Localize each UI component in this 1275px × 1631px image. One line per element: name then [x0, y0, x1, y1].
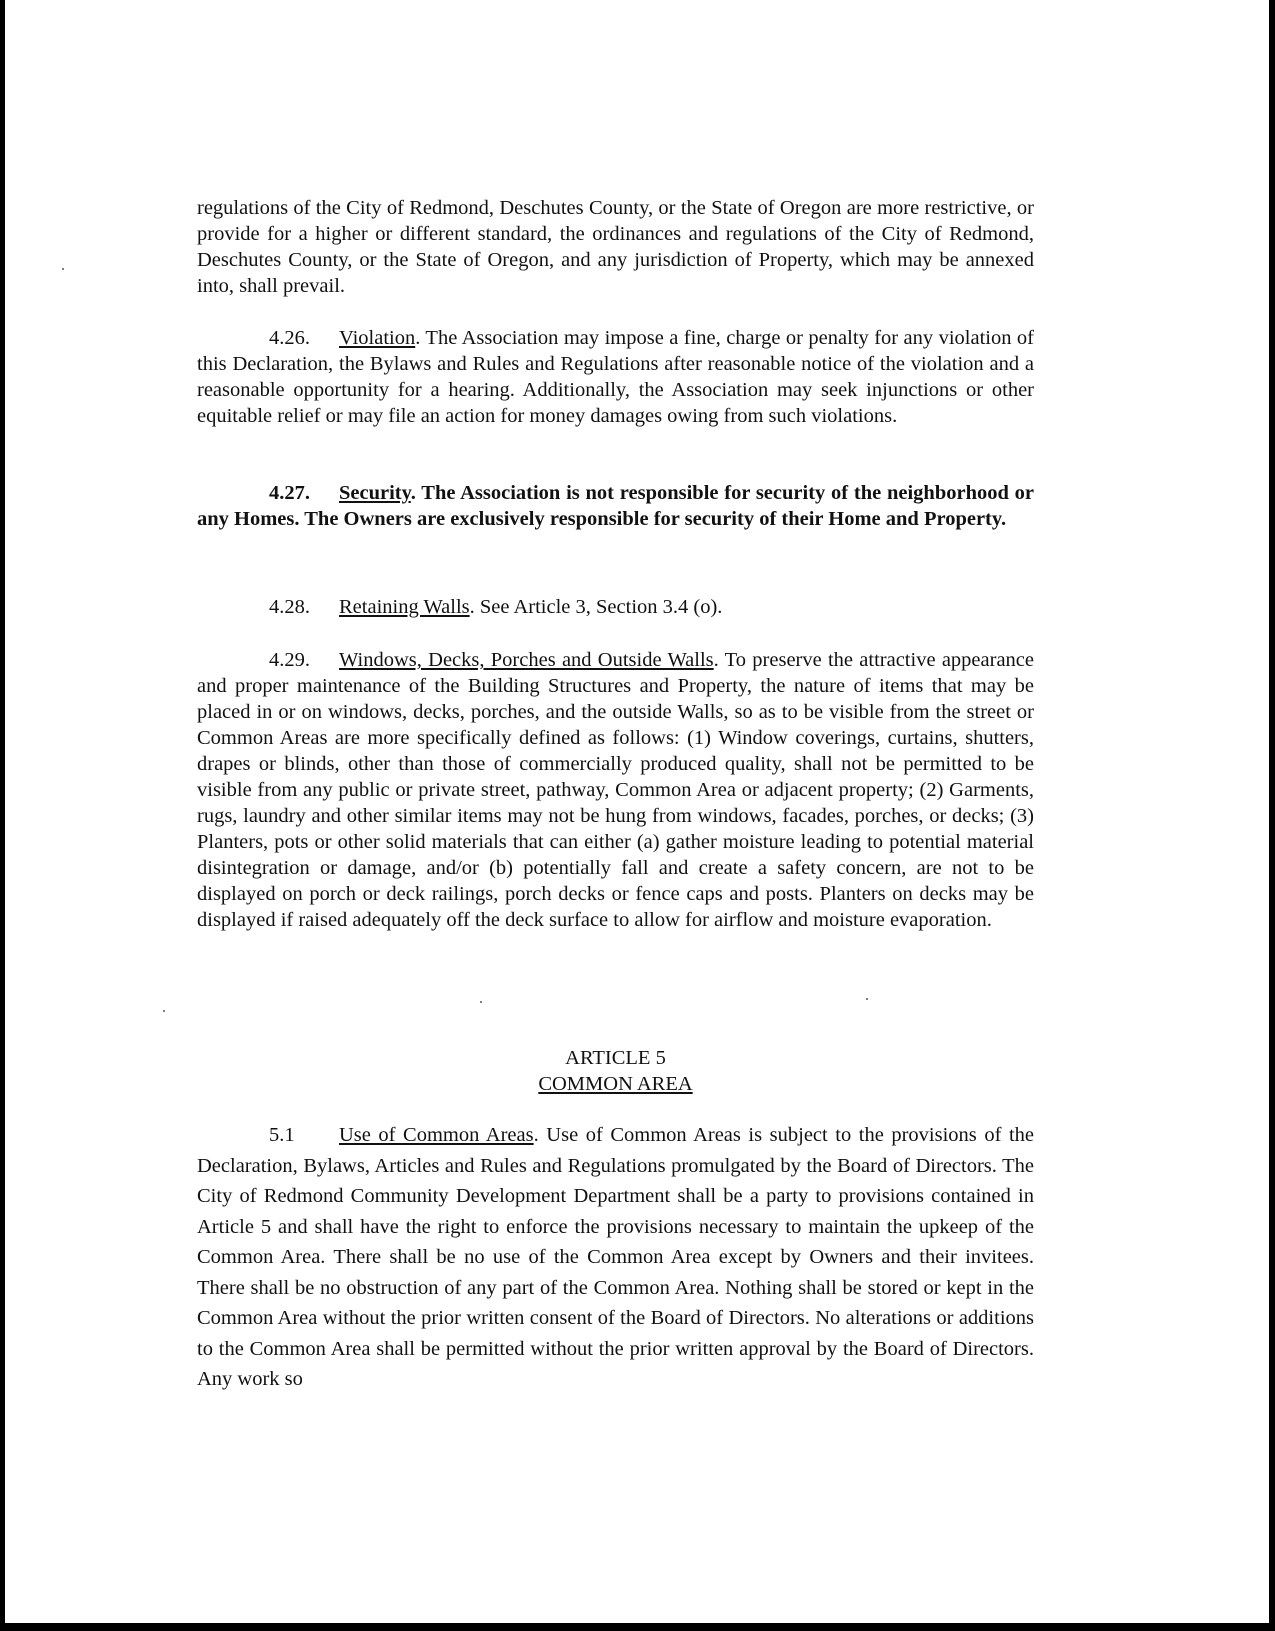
section-number: 4.27.: [269, 482, 310, 504]
section-4-28: [197, 594, 1034, 620]
section-body: . See Article 3, Section 3.4 (o).: [469, 596, 723, 618]
section-number: 4.26.: [269, 327, 310, 349]
section-body: . Use of Common Areas is subject to the provisions of the Declaration, Bylaws, Articles and Rules and Regulations promulgated by the Board of Directors. The City of Redmond Community Development Department shall be a party to provisions contained in Article 5 and shall have the right to enforce the provisions necessary to maintain the upkeep of the Common Area. There shall be no use of the Common Area except by Owners and their invitees. There shall be no obstruction of any part of the Common Area. Nothing shall be stored or kept in the Common Area without the prior written consent of the Board of Directors. No alterations or additions to the Common Area shall be permitted without the prior written approval by the Board of Directors. Any work so: [197, 1124, 1034, 1390]
article-5-heading: [197, 1045, 1034, 1097]
section-heading: Use of Common Areas: [339, 1124, 534, 1146]
intro-text: regulations of the City of Redmond, Deschutes County, or the State of Oregon are more restrictive, or provide for a higher or different standard, the ordinances and regulations of the City of Redmond, Deschutes County, or the State of Oregon, and any jurisdiction of Property, which may be annexed into, shall prevail.: [197, 197, 1034, 297]
section-heading: Security: [339, 482, 411, 504]
section-heading: Windows, Decks, Porches and Outside Walls: [339, 649, 714, 671]
section-number: 4.28.: [269, 596, 310, 618]
section-number: 5.1: [269, 1124, 295, 1146]
intro-paragraph: [197, 195, 1034, 299]
section-body: . The Association may impose a fine, charge or penalty for any violation of this Declaration, the Bylaws and Rules and Regulations after reasonable notice of the violation and a reasonable opportunity for a hearing. Additionally, the Association may seek injunctions or other equitable relief or may file an action for money damages owing from such violations.: [197, 327, 1034, 427]
section-heading: Retaining Walls: [339, 596, 470, 618]
section-number: 4.29.: [269, 649, 310, 671]
section-4-26: [197, 325, 1034, 429]
scan-speck: [866, 998, 868, 1000]
section-body: . To preserve the attractive appearance and proper maintenance of the Building Structures and Property, the nature of items that may be placed in or on windows, decks, porches, and the outside Walls, so as to be visible from the street or Common Areas are more specifically defined as follows: (1) Window coverings, curtains, shutters, drapes or blinds, other than those of commercially produced quality, shall not be permitted to be visible from any public or private street, pathway, Common Area or adjacent property; (2) Garments, rugs, laundry and other similar items may not be hung from windows, facades, porches, or decks; (3) Planters, pots or other solid materials that can either (a) gather moisture leading to potential material disintegration or damage, and/or (b) potentially fall and create a safety concern, are not to be displayed on porch or deck railings, porch decks or fence caps and posts. Planters on decks may be displayed if raised adequately off the deck surface to allow for airflow and moisture evaporation.: [197, 649, 1034, 931]
section-5-1: [197, 1120, 1034, 1395]
section-body: . The Association is not responsible for security of the neighborhood or any Homes. The Owners are exclusively responsible for security of their Home and Property.: [197, 482, 1034, 530]
article-label: ARTICLE 5: [565, 1047, 666, 1069]
article-title: COMMON AREA: [538, 1073, 693, 1095]
scan-speck: [480, 1001, 482, 1003]
scan-speck: [62, 268, 64, 270]
section-4-29: [197, 647, 1034, 933]
section-heading: Violation: [339, 327, 416, 349]
scan-speck: [163, 1010, 165, 1012]
section-4-27: [197, 480, 1034, 532]
